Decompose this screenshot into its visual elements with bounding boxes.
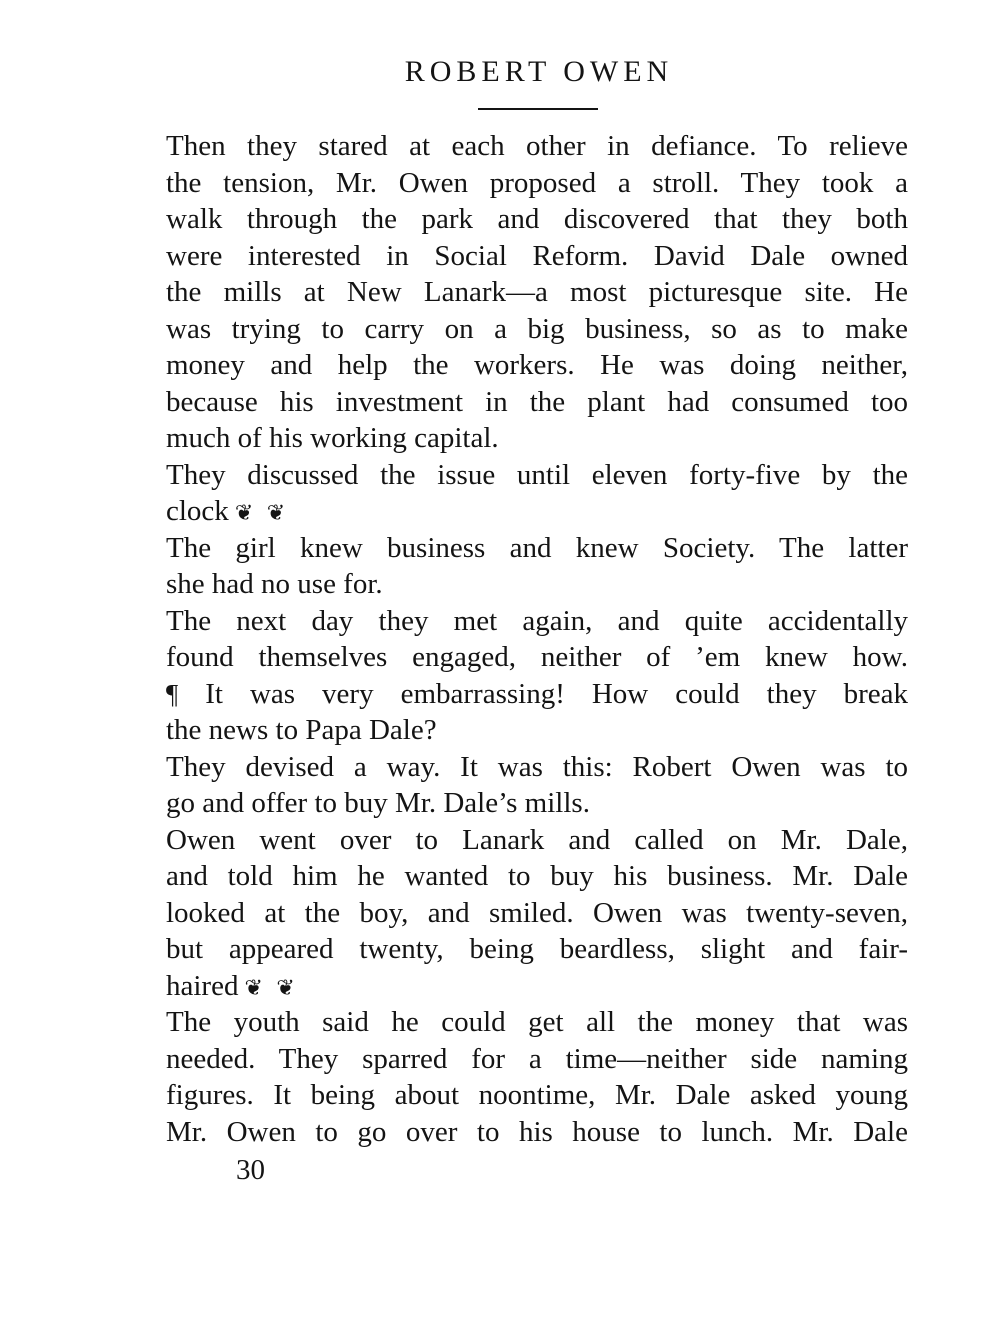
- text-line: The next day they met again, and quite accidentally: [166, 604, 908, 637]
- text-line: Owen went over to Lanark and called on Mr. Dale,: [166, 823, 908, 856]
- text-line: The youth said he could get all the money that was: [166, 1006, 908, 1038]
- text-line-with-ornament: [166, 493, 908, 530]
- text-line: walk through the park and discovered that they both: [166, 203, 908, 235]
- page-number: 30: [236, 1154, 265, 1186]
- text-line-with-ornament: [166, 968, 908, 1005]
- text-line: clock: [166, 495, 229, 527]
- text-line: looked at the boy, and smiled. Owen was twenty-seven,: [166, 896, 908, 929]
- fleuron-ornament-icon: ❦ ❦: [234, 500, 290, 525]
- text-line: needed. They sparred for a time—neither side naming: [166, 1042, 908, 1075]
- text-line: It was very embarrassing! How could they break: [205, 677, 908, 710]
- pilcrow-icon: ¶: [166, 678, 179, 709]
- text-line: Then they stared at each other in defiance. To relieve: [166, 130, 908, 162]
- text-line: haired: [166, 969, 239, 1002]
- text-line: and told him he wanted to buy his business. Mr. Dale: [166, 860, 908, 892]
- text-line: the news to Papa Dale?: [166, 714, 437, 746]
- text-line-with-pilcrow: [166, 676, 908, 713]
- text-line: found themselves engaged, neither of ’em knew how.: [166, 641, 908, 673]
- text-line: the tension, Mr. Owen proposed a stroll. They took a: [166, 166, 908, 199]
- text-line: money and help the workers. He was doing neither,: [166, 349, 908, 381]
- text-line: much of his working capital.: [166, 422, 499, 454]
- text-line: The girl knew business and knew Society. The latter: [166, 531, 908, 564]
- fleuron-ornament-icon: ❦ ❦: [244, 974, 299, 1000]
- text-line: but appeared twenty, being beardless, slight and fair-: [166, 933, 908, 965]
- text-line: Mr. Owen to go over to his house to lunch. Mr. Dale: [166, 1115, 908, 1148]
- text-line: because his investment in the plant had consumed too: [166, 385, 908, 418]
- running-header: ROBERT OWEN: [404, 55, 674, 88]
- text-line: was trying to carry on a big business, so as to make: [166, 312, 908, 345]
- text-line: figures. It being about noontime, Mr. Dale asked young: [166, 1079, 908, 1111]
- text-line: she had no use for.: [166, 568, 383, 600]
- header-rule: [478, 108, 598, 110]
- text-line: They devised a way. It was this: Robert Owen was to: [166, 750, 908, 783]
- text-line: were interested in Social Reform. David Dale owned: [166, 239, 908, 272]
- text-line: go and offer to buy Mr. Dale’s mills.: [166, 787, 590, 819]
- text-line: the mills at New Lanark—a most picturesque site. He: [166, 276, 908, 308]
- body-text: [166, 128, 908, 1150]
- text-line: They discussed the issue until eleven forty-five by the: [166, 458, 908, 491]
